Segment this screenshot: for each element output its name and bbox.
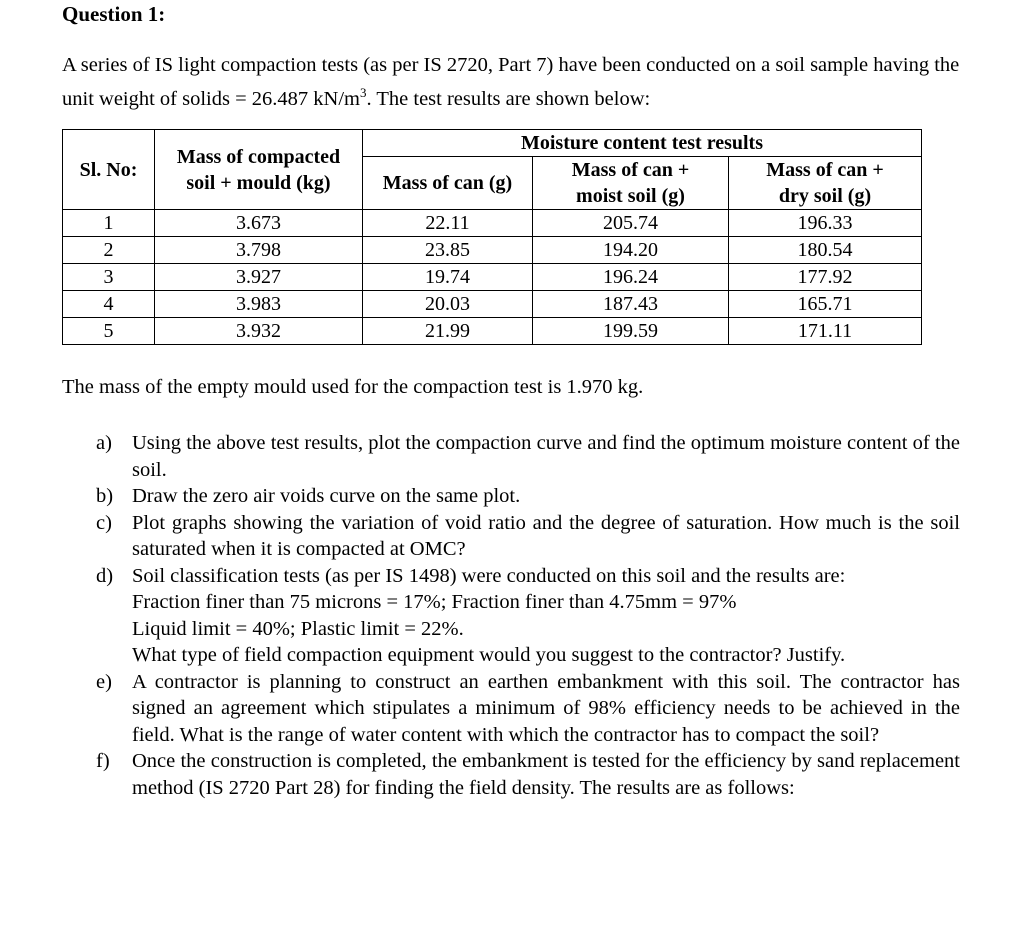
cell-mass-dry: 165.71 [729,291,922,318]
part-item [96,748,960,801]
cell-mass-dry: 180.54 [729,237,922,264]
part-item [96,669,960,749]
part-label: a) [96,432,112,454]
part-text: Once the construction is completed, the embankment is tested for the efficiency by sand replacement method (IS 2720 Part 28) for finding the field density. The results are as follows: [132,750,960,799]
part-item [96,483,960,510]
cell-mass-can: 21.99 [363,318,533,345]
cell-sl-no: 3 [63,264,155,291]
question-parts [96,430,960,801]
table-row [63,237,922,264]
part-item [96,563,960,669]
part-label: c) [96,511,112,534]
cell-mass-moist: 187.43 [533,291,729,318]
part-label: d) [96,564,114,587]
cell-sl-no: 2 [63,237,155,264]
header-mass-moist: Mass of can + moist soil (g) [533,157,729,210]
cell-mass-moist: 205.74 [533,210,729,237]
part-item [96,430,960,483]
header-mass-mould: Mass of compacted soil + mould (kg) [155,130,363,210]
cell-sl-no: 1 [63,210,155,237]
part-label: e) [96,670,112,693]
cell-mass-mould: 3.673 [155,210,363,237]
part-text: Plot graphs showing the variation of void ratio and the degree of saturation. How much is the soil saturated when it is compacted at OMC? [132,511,960,560]
cell-mass-mould: 3.927 [155,264,363,291]
cell-mass-can: 22.11 [363,210,533,237]
header-sl-no: Sl. No: [63,130,155,210]
header-moisture-group: Moisture content test results [363,130,922,157]
question-intro [62,52,962,113]
part-text: Using the above test results, plot the compaction curve and find the optimum moisture content of the soil. [132,432,960,481]
table-row [63,318,922,345]
question-heading: Question 1: [62,2,166,26]
compaction-test-table [62,129,922,345]
cell-mass-mould: 3.983 [155,291,363,318]
cell-mass-moist: 194.20 [533,237,729,264]
cell-mass-dry: 171.11 [729,318,922,345]
unit-superscript: 3 [360,85,367,100]
cell-mass-mould: 3.798 [155,237,363,264]
cell-sl-no: 4 [63,291,155,318]
part-item [96,510,960,563]
header-mass-dry: Mass of can + dry soil (g) [729,157,922,210]
cell-mass-mould: 3.932 [155,318,363,345]
cell-mass-dry: 177.92 [729,264,922,291]
table-row [63,291,922,318]
part-label: b) [96,485,114,507]
cell-sl-no: 5 [63,318,155,345]
part-text: A contractor is planning to construct an earthen embankment with this soil. The contractor has signed an agreement which stipulates a minimum of 98% efficiency needs to be achieved in the field. What is the range of water content with which the contractor has to compact the soil? [132,670,960,746]
part-text: Draw the zero air voids curve on the same plot. [132,485,521,507]
cell-mass-can: 19.74 [363,264,533,291]
cell-mass-can: 23.85 [363,237,533,264]
cell-mass-can: 20.03 [363,291,533,318]
cell-mass-moist: 196.24 [533,264,729,291]
mould-note: The mass of the empty mould used for the compaction test is 1.970 kg. [62,376,644,398]
cell-mass-dry: 196.33 [729,210,922,237]
intro-text: A series of IS light compaction tests (as per IS 2720, Part 7) have been conducted on a soil sample having the unit weight of solids = 26.487 kN/m [62,54,960,110]
part-subline: What type of field compaction equipment would you suggest to the contractor? Justify. [132,644,846,666]
part-subline: Liquid limit = 40%; Plastic limit = 22%. [132,617,464,640]
part-text: Soil classification tests (as per IS 1498) were conducted on this soil and the results are: [132,564,846,587]
cell-mass-moist: 199.59 [533,318,729,345]
part-subline: Fraction finer than 75 microns = 17%; Fraction finer than 4.75mm = 97% [132,591,737,613]
table-row [63,264,922,291]
part-label: f) [96,750,110,772]
intro-text-end: . The test results are shown below: [366,87,651,110]
header-mass-can: Mass of can (g) [363,157,533,210]
table-row [63,210,922,237]
